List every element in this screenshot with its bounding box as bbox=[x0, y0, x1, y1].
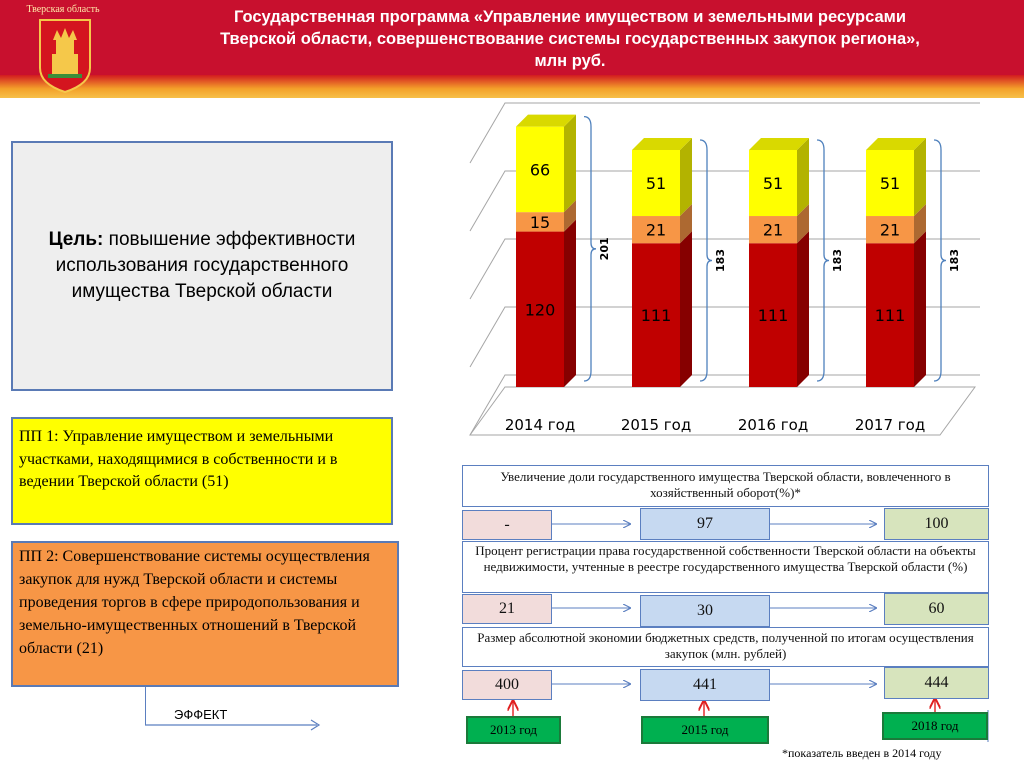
effect-label: ЭФФЕКТ bbox=[174, 707, 228, 722]
data-label: 66 bbox=[529, 160, 551, 180]
data-label: 111 bbox=[640, 306, 672, 326]
year-2013-badge: 2013 год bbox=[466, 716, 561, 744]
data-label: 51 bbox=[879, 174, 901, 193]
category-label: 2014 год bbox=[504, 416, 576, 434]
year-2015-badge: 2015 год bbox=[641, 716, 769, 744]
indicator-3-value-2013: 400 bbox=[462, 670, 552, 700]
footnote: *показатель введен в 2014 году bbox=[782, 746, 942, 760]
data-label: 120 bbox=[524, 300, 556, 320]
subprogram-2-box: ПП 2: Совершенствование системы осуществления закупок для нужд Тверской области и системы проведения торгов в сфере природопользования и земельно-имущественных отношений в Тверской области (21) bbox=[11, 541, 399, 687]
category-label: 2015 год bbox=[620, 416, 692, 434]
data-label: 111 bbox=[757, 306, 789, 326]
indicator-1-title: Увеличение доли государственного имущества Тверской области, вовлеченного в хозяйственный оборот(%)* bbox=[462, 465, 989, 507]
total-label: 183 bbox=[714, 249, 727, 272]
region-label: Тверская область bbox=[26, 4, 100, 15]
indicator-1-value-2018: 100 bbox=[884, 508, 989, 540]
indicator-3-title: Размер абсолютной экономии бюджетных средств, полученной по итогам осуществления закупок (млн. рублей) bbox=[462, 627, 989, 667]
total-label: 201 bbox=[598, 237, 611, 261]
indicator-2-value-2018: 60 bbox=[884, 593, 989, 625]
indicator-2-value-2015: 30 bbox=[640, 595, 770, 627]
page-title: Государственная программа «Управление имуществом и земельными ресурсами Тверской области, совершенствование системы государственных закупок региона», млн руб. bbox=[220, 8, 920, 70]
goal-label: Цель: bbox=[48, 229, 104, 250]
indicator-2-title: Процент регистрации права государственной собственности Тверской области на объекты недвижимости, учтенные в реестре государственного имущества Тверской области (%) bbox=[462, 541, 989, 593]
data-label: 51 bbox=[645, 174, 667, 193]
indicator-1-value-2015: 97 bbox=[640, 508, 770, 540]
data-label: 21 bbox=[879, 220, 901, 240]
subprogram-1-box: ПП 1: Управление имуществом и земельными участками, находящимися в собственности и в ведении Тверской области (51) bbox=[11, 417, 393, 525]
data-label: 111 bbox=[874, 306, 906, 326]
year-2018-badge: 2018 год bbox=[882, 712, 988, 740]
total-label: 183 bbox=[831, 249, 844, 272]
data-label: 51 bbox=[762, 174, 784, 193]
indicator-2-value-2013: 21 bbox=[462, 594, 552, 624]
data-label: 21 bbox=[762, 220, 784, 240]
indicator-3-value-2015: 441 bbox=[640, 669, 770, 701]
goal-text: повышение эффективности использования государственного имущества Тверской области bbox=[55, 229, 356, 302]
indicator-1-value-2013: - bbox=[462, 510, 552, 540]
total-label: 183 bbox=[948, 249, 961, 272]
data-label: 15 bbox=[529, 212, 551, 232]
category-label: 2016 год bbox=[737, 416, 809, 434]
category-label: 2017 год bbox=[854, 416, 926, 434]
indicator-3-value-2018: 444 bbox=[884, 667, 989, 699]
data-label: 21 bbox=[645, 220, 667, 240]
